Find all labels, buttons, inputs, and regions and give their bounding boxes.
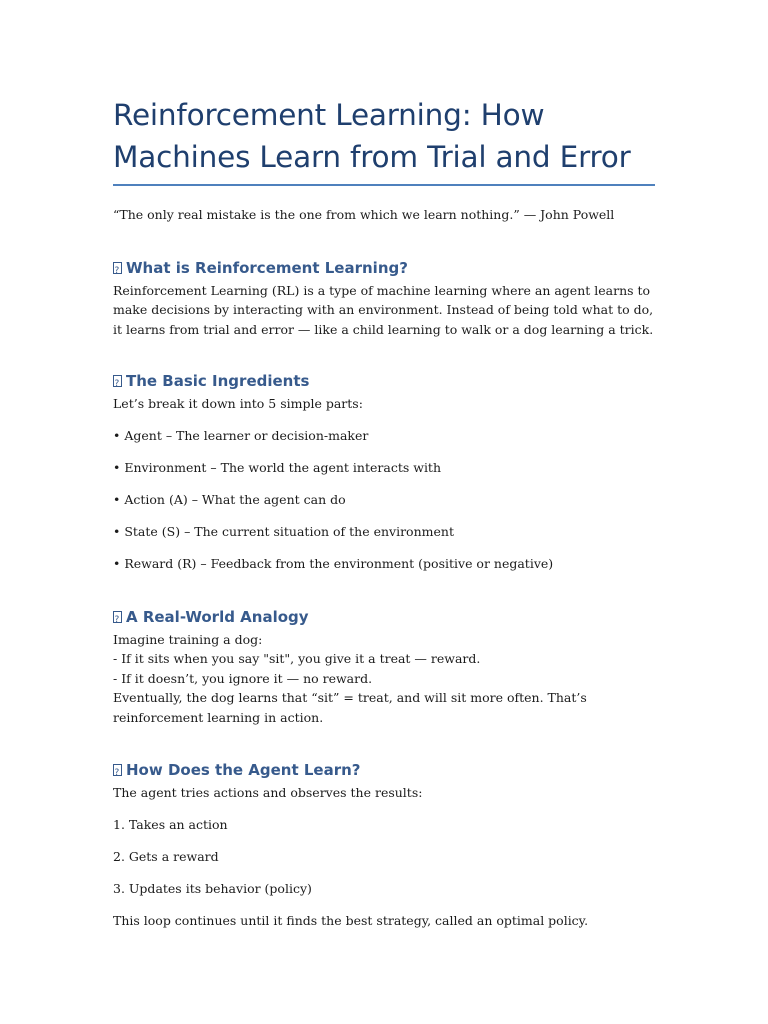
list-item: • State (S) – The current situation of the environment (113, 524, 454, 539)
section-intro: Let’s break it down into 5 simple parts: (113, 396, 363, 411)
analogy-line: Imagine training a dog: (113, 631, 263, 647)
document-page (113, 94, 655, 931)
section-what-is-rl (113, 258, 655, 340)
section-real-world-analogy (113, 607, 655, 728)
section-heading (113, 371, 655, 391)
section-how-agent-learns (113, 760, 655, 931)
section-heading (113, 607, 655, 627)
analogy-line: - If it doesn’t, you ignore it — no reward. (113, 670, 373, 686)
section-heading (113, 760, 655, 780)
list-item: • Agent – The learner or decision-maker (113, 428, 369, 443)
title-underline (113, 184, 655, 186)
section-heading-text: What is Reinforcement Learning? (126, 258, 408, 277)
section-heading-text: How Does the Agent Learn? (126, 761, 361, 779)
section-heading (113, 258, 655, 278)
section-heading-text: A Real-World Analogy (126, 607, 309, 626)
opening-quote: “The only real mistake is the one from which we learn nothing.” — John Powell (113, 207, 615, 222)
missing-glyph-icon (113, 375, 122, 387)
list-item: • Reward (R) – Feedback from the environment (positive or negative) (113, 556, 554, 571)
analogy-line: Eventually, the dog learns that “sit” = treat, and will sit more often. That’s reinforcement learning in action. (113, 690, 587, 725)
analogy-line: - If it sits when you say "sit", you give it a treat — reward. (113, 651, 481, 666)
section-outro: This loop continues until it finds the best strategy, called an optimal policy. (113, 913, 589, 928)
missing-glyph-icon (113, 764, 122, 776)
section-intro: The agent tries actions and observes the results: (113, 785, 423, 800)
list-item: • Environment – The world the agent interacts with (113, 460, 442, 475)
list-item: 1. Takes an action (113, 817, 228, 832)
missing-glyph-icon (113, 262, 122, 274)
section-heading-text: The Basic Ingredients (126, 372, 310, 390)
document-title: Reinforcement Learning: How Machines Learn from Trial and Error (113, 98, 631, 174)
list-item: • Action (A) – What the agent can do (113, 492, 346, 507)
section-basic-ingredients (113, 371, 655, 574)
list-item: 2. Gets a reward (113, 849, 219, 864)
section-paragraph: Reinforcement Learning (RL) is a type of machine learning where an agent learns to make decisions by interacting with an environment. Instead of being told what to do, it learns from trial and error — like a child learning to walk or a dog learning a trick. (113, 282, 654, 337)
list-item: 3. Updates its behavior (policy) (113, 881, 312, 896)
missing-glyph-icon (113, 611, 122, 623)
